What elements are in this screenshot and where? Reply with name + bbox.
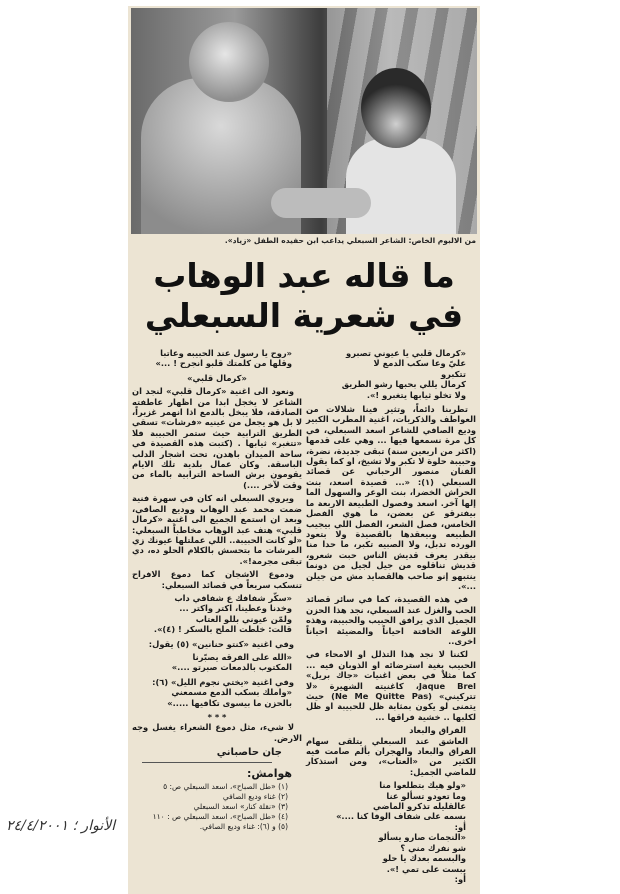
poem-line: وقلها من كلمتك قلبو انجرح ! ...» [155, 358, 292, 369]
poem-line: أو: [454, 873, 466, 884]
photo-child-head [361, 68, 431, 148]
poem-line: تتكبرو [440, 368, 466, 379]
poem-line: كرمال يللي بحبها رشو الطريق [341, 379, 466, 390]
footnotes [132, 782, 302, 832]
poem-line: ولا تخلو ثيابها يتغبرو !». [366, 389, 466, 400]
poem [132, 687, 292, 708]
article-photo [131, 8, 477, 234]
poem-line: عالقليله تذكرو الماضي [373, 801, 466, 812]
poem [132, 593, 292, 635]
poem-line: وما تعودو تسألو عنا [386, 790, 466, 801]
paragraph: ونعود الى اغنية «كرمال قلبي» لنجد ان الشاعر لا يخجل ابدا من اظهار عاطفته الصادقة، فلا يبخل بالدمع اذا انهمر غزيراً، لا بل هو يجعل من عينيه «فرشات» تسقي الطريق الترابية حيث ستمر الحبيبة فلا «تتغبر» ثيابها . (كتبت هذه القصيدة في ساحة الميدان باهدن، تحت اشجار الدلب الباسقة. وكان عمال بلدية تلك الايام يقومون برش الساحة الترابية بالماء من وقت لآخر ....) [132, 386, 302, 490]
paragraph: وفي اغنية «يختي نجوم الليل» (٦): [152, 676, 294, 687]
poem-line: قالت: خلطت الملح بالسكر ! (٤)». [153, 624, 292, 635]
right-column [306, 346, 476, 888]
section-separator: * * * [207, 712, 227, 722]
poem-line: عليّ وعا سكب الدمع لا [373, 358, 466, 369]
photo-caption: من الالبوم الخاص: الشاعر السبعلي يداعب ابن حفيده الطفل «زياد». [224, 236, 476, 245]
poem [306, 348, 466, 400]
poem-line: «كرمال قلبي يا عيوني تصبرو [346, 348, 466, 358]
footnotes-heading: هوامش: [246, 767, 292, 781]
paragraph: وفي اغنية «كنتو حنانين» (٥) يقول: [148, 638, 294, 649]
poem-line: بسمه على شفاف الوفا كنا ....» [336, 811, 466, 822]
headline [134, 256, 474, 336]
poem-line: «النجمات صارو يسألو [378, 832, 466, 843]
photo-child-figure [346, 138, 456, 234]
poem-line: أو: [454, 821, 466, 832]
poem-line: شو نفرك مني ؟ [400, 842, 466, 853]
footnote: (٣) «نقلة كنار» اسعد السبعلي [193, 802, 288, 812]
paragraph: في هذه القصيدة، كما في سائر قصائد الحب والغزل عند السبعلي، نجد هذا الحزن الجميل الذي يرافق الحبيب والحبيبة، وهذه اللوعة الخافتة احياناً والمضيئة احياناً اخرى.. [306, 594, 476, 646]
headline-line-1: ما قاله عبد الوهاب [153, 256, 455, 295]
paragraph: ويروي السبعلي انه كان في سهرة فنية ضمت محمد عبد الوهاب ووديع الصافي، وبعد ان استمع الجميع الى اغنية «كرمال قلبي» هتف عبد الوهاب مخاطباً السبعلي: «لو كانت الحبيبة.. اللي عملتلها عيونك زي المرشات ما بتحسش بالكلام الحلو ده، دي تبقى مجرمة!». [132, 493, 302, 566]
subheading: الفراق والبعاد [409, 725, 466, 736]
paragraph: العاشق عند السبعلي يتلقى سهام الفراق والبعاد والهجران بألم صامت فيه الكثير من «العتاب»، ومن استذكار للماضي الجميل: [306, 735, 476, 777]
paragraph: ودموع الاشجان كما دموع الافراح تنسكب سريعاً في قصائد السبعلي: [132, 569, 302, 590]
poem-line: وخدنا وعطينا، اكتر واكتر ... [179, 603, 292, 614]
paragraph: تطربنا دائماً، وتثير فينا شلالات من العواطف والذكريات، اغنية المطرب الكبير وديع الصافي للشاعر اسعد السبعلي، في كل مرة نسمعها فيها ... وهي على قدمها (اكثر من اربعين سنة) تبقى جديدة، نضرة، وحبيبة حلوة لا تكبر ولا تشيخ، او كما يقول الفنان منصور الرحباني عن قصائد السبعلي (١): «... قصيدة اسعد، بنت الحراش الخضرا، بنت الوعر والسهول الما إلها آخر. اسعد وفصول الطبيعة الاربعة ما بيفترقو عن بعضن، ما هوي الفصل الخامس، فصل الشعر، الفصل اللي بيجيب الطبيعه وبيعقدها بالقصيدة ولا بتعود الورده تدبل، ولا الصبيه تكبر، ما حدا منا بيقدر يعرف قديش الناس حبت شعرو، قديش تناقلوه من جيل لجيل من دونما ينتبهو إنو صاحب هالقصايد مش من جيلن ...». [306, 404, 476, 591]
poem-line: يبست على تمي !». [386, 863, 466, 874]
photo-poet-head [189, 22, 269, 102]
closing-paragraph: لا شيء، مثل دموع الشعراء يغسل وجه الارض. [132, 722, 302, 743]
poem-line: «سكّر شفافك ع شفافي داب [174, 592, 292, 603]
paragraph: لكننا لا نجد هذا التذلل او الامحاء في الحبيب بغية استرضائه او الذوبان فيه ... كما مثلاً في بعض اغنيات «جاك بريل» Jaque Brel، كاغنيته الشهيرة «لا تتركيني» (Ne Me Quitte Pas) حيث يتمنى لو يكون بمثابة ظل للحبيبة او ظل لكلبها .. خشية فراقها ... [306, 649, 477, 722]
poem-line: والبسمه بعدك يا حلو [382, 853, 466, 864]
subheading: «كرمال قلبي» [187, 372, 247, 383]
poem-line: «روح يا رسول عند الحبيبه وعاتبا [160, 348, 292, 358]
headline-line-2: في شعرية السبعلي [144, 296, 464, 335]
poem-line: «واملك بسكب الدمع مسمعني [171, 687, 292, 698]
poem [132, 652, 292, 673]
handwritten-source-date: الأنوار ؛ ٢٤/٤/٢٠٠١ [6, 818, 116, 834]
poem-line: «ولو هيك بتطلعوا منا [379, 780, 466, 791]
poem [132, 348, 292, 369]
poem [306, 780, 466, 884]
left-column [132, 346, 302, 832]
photo-hands [271, 188, 371, 218]
footnote: (٢) غناء وديع الصافي [222, 792, 288, 802]
poem-line: بالحزن ما بيسوى تكافيها .....» [167, 697, 292, 708]
poem-line: المكتوب بالدمعات صبرتو ....» [171, 662, 292, 673]
poem-line: ولمّن عيوني بللو العتاب [195, 613, 292, 624]
footnote: (٥) و (٦): غناء وديع الصافي. [199, 822, 288, 832]
footnote: (١) «طل الصباح»، اسعد السبعلي ص: ٥ [163, 782, 288, 792]
poem-line: «الله على الفرقه يصبّرنا [192, 651, 292, 662]
author-name: جان حاصباني [216, 747, 282, 759]
divider [142, 762, 272, 763]
footnote: (٤) «طل الصباح»، اسعد السبعلي ص : ١١٠ [152, 812, 288, 822]
